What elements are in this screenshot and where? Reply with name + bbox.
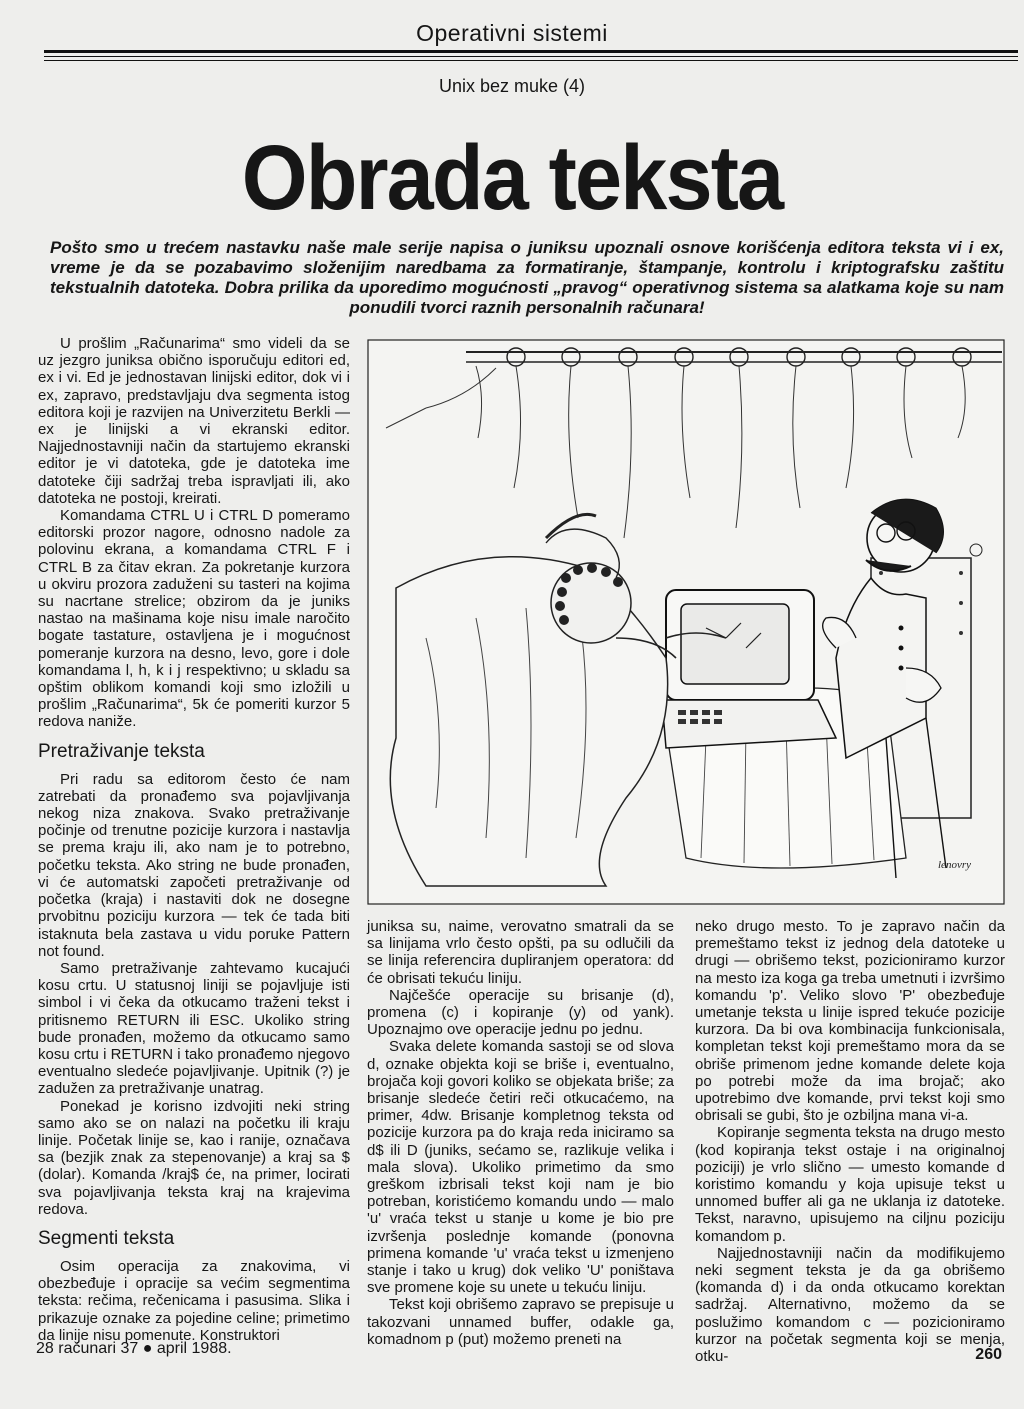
paragraph: U prošlim „Računarima“ smo videli da se uz jezgro juniksa obično isporučuju editori ed, ex i vi. Ed je jednostavan linijski editor, dok vi i ex, zapravo, predstavljaju dva segmenta istog editora koji je razvijen na Univerzitetu Berkli — ex je linijski a vi ekranski editor. Najjednostavniji način da startujemo ekranski editor je vi datoteka, gde je datoteka ime datoteke čiji sadržaj treba ispravljati ili, ako datoteka ne postoji, kreirati.: [38, 335, 350, 507]
cartoon-illustration: [366, 338, 1006, 906]
paragraph: Osim operacija za znakovima, vi obezbeđuje i opracije sa većim segmentima teksta: rečima, rečenicama i pasusima. Slika i prikazuje oznake za pojedine celine; primetimo da linije nisu pomenute. Konstruktori: [38, 1257, 350, 1344]
text-column-1: [38, 335, 350, 1344]
paragraph: Najčešće operacije su brisanje (d), promena (c) i kopiranje (y) od yank). Upoznajmo ove operacije jednu po jednu.: [367, 986, 674, 1039]
text-column-2: [367, 918, 674, 1348]
paragraph: Pri radu sa editorom često će nam zatrebati da pronađemo sva pojavljivanja nekog niza znakova. Svako pretraživanje počinje od trenutne pozicije kurzora i nastavlja se prema kraju ili, ako nam je to potrebno, početku teksta. Ako string ne bude pronađen, vi će automatski započeti pretraživanje od početka (kraja) i nastaviti dok ne dosegne prvobitnu poziciju kurzora — tek će tada biti istaknuta bela zastava u vidu poruke Pattern not found.: [38, 770, 350, 960]
paragraph: Komandama CTRL U i CTRL D pomeramo editorski prozor nagore, odnosno nadole za polovinu ekrana, a komandama CTRL F i CTRL B za čitav ekran. Za pokretanje kurzora u okviru prozora zaduženi su tasteri na kojima su nacrtane strelice; obzirom da je juniks nastao na mašinama koje nisu imale naročito bogate tastature, ostavljena je i mogućnost pomeranje kurzora na desno, levo, gore i dole komandama l, h, k i j respektivno; u skladu sa opštim oblikom komandi koji smo izložili u prošlim „Računarima“, 5k će pomeriti kurzor 5 redova naniže.: [38, 507, 350, 731]
paragraph: neko drugo mesto. To je zapravo način da premeštamo tekst iz jednog dela datoteke u drugi — obrišemo tekst, pozicioniramo kurzor na mesto iza koga ga treba umetnuti i izvršimo komandu 'p'. Veliko slovo 'P' obezbeđuje umetanje teksta u linije ispred tekuće pozicije kurzora. Da bi ova kombinacija funkcionisala, kompletan tekst koji premeštamo mora da se obriše primenom jedne komande delete koja po potrebi može da ima brojač; ako upotrebimo dve komande, prvi tekst koji smo obrisali se gubi, što je ozbiljna mana vi-a.: [695, 918, 1005, 1125]
paragraph: Ponekad je korisno izdvojiti neki string samo ako se on nalazi na početku ili kraju linije. Početak linije se, kao i ranije, označava sa (bezjik znak za stepenovanje) a kraj sa $ (dolar). Komanda /kraj$ će, na primer, locirati sva pojavljivanja teksta kraj na krajevima redova.: [38, 1097, 350, 1218]
paragraph: Svaka delete komanda sastoji se od slova d, oznake objekta koji se briše i, eventualno, brojača koji govori koliko se objekata briše; za brisanje sledeće četiri reči otkucaćemo, na primer, 4dw. Brisanje kompletnog teksta od pozicije kurzora pa do kraja reda iniciramo sa d$ ili D (juniks, sećamo se, razlikuje velika i mala slova). Ukoliko primetimo da smo greškom izbrisali tekst koji nam je bio potreban, koristićemo komandu undo — malo 'u' vraća tekst u stanje u kome je bio pre izvršenja poslednje komande (ponovna primena komande 'u' vraća tekst u izmenjeno stanje i tako u krug) dok veliko 'U' poništava sve promene koje su unete u tekuću liniju.: [367, 1038, 674, 1297]
paragraph: Samo pretraživanje zahtevamo kucajući kosu crtu. U statusnoj liniji se pojavljuje isti simbol i vi čeka da otkucamo traženi tekst i pritisnemo RETURN ili ESC. Ukoliko string bude pronađen, možemo da otkucamo samo kosu crtu i RETURN i tako pronađemo njegovo eventualno sledeće pojavljivanje. Upitnik (?) je zadužen za pretraživanje unatrag.: [38, 959, 350, 1098]
paragraph: Tekst koji obrišemo zapravo se prepisuje u takozvani unnamed buffer, odakle ga, komadnom p (put) možemo preneti na: [367, 1296, 674, 1348]
article-headline: Obrada teksta: [241, 127, 783, 229]
paragraph: juniksa su, naime, verovatno smatrali da se sa linijama vrlo često opšti, pa su odlučili da se linija referencira dupliranjem operatora: dd će obrisati tekuću liniju.: [367, 918, 674, 987]
header-rule: [44, 50, 1018, 53]
header-rule: [44, 56, 1018, 57]
header-rule: [44, 60, 1018, 61]
paragraph: Najjednostavniji način da modifikujemo neki segment teksta je da ga obrišemo (komanda d) i da onda otkucamo korektan sadržaj. Alternativno, možemo da se poslužimo komandom c — pozicioniramo kurzor na početak segmenta koji se menja, otku-: [695, 1244, 1005, 1366]
paragraph: Kopiranje segmenta teksta na drugo mesto (kod kopiranja tekst ostaje i na originalnoj poziciji) je vrlo slično — umesto komande d koristimo komandu y koja upisuje tekst u unnomed buffer ali ga ne uklanja iz datoteke. Tekst, naravno, upisujemo na ciljnu poziciju komandom p.: [695, 1124, 1005, 1245]
artist-signature: lenovry: [938, 859, 971, 871]
series-title: Unix bez muke (4): [438, 76, 586, 96]
page-footer: 28 računari 37 ● april 1988.: [36, 1340, 232, 1357]
subheading: Pretraživanje teksta: [38, 740, 205, 762]
subheading: Segmenti teksta: [38, 1227, 175, 1249]
page-number: 260: [975, 1346, 1002, 1363]
section-title: Operativni sistemi: [416, 20, 608, 46]
article-lead: Pošto smo u trećem nastavku naše male serije napisa o juniksu upoznali osnove korišćenja editora teksta vi i ex, vreme je da se pozabavimo složenijim naredbama za formatiranje, štampanje, kontrolu i kriptografsku zaštitu tekstualnih datoteka. Dobra prilika da uporedimo mogućnosti „pravog“ operativnog sistema sa alatkama koje su nam ponudili tvorci raznih personalnih računara!: [50, 238, 1004, 317]
text-column-3: [695, 918, 1005, 1365]
